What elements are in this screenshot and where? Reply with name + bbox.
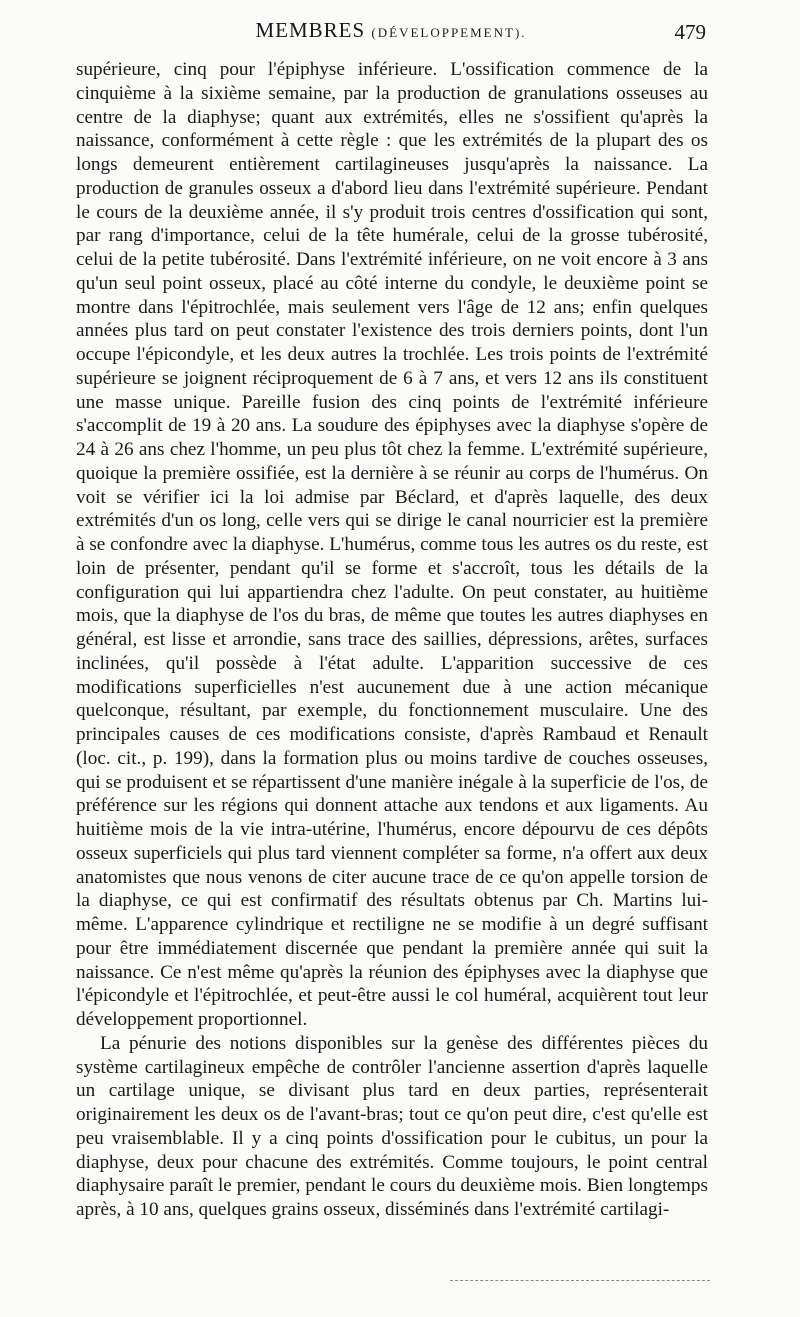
header-title: MEMBRES: [255, 18, 366, 42]
page-number: 479: [674, 20, 706, 44]
paragraph: supérieure, cinq pour l'épiphyse inférieure. L'ossification commence de la cinquième à la sixième semaine, par la production de granulations osseuses au centre de la diaphyse; quant aux extrémités, elles ne s'ossifient qu'après la naissance, conformément à cette règle : que les extrémités de la plupart des os longs demeurent entièrement cartilagineuses jusqu'après la naissance. La production de granules osseux a d'abord lieu dans l'extrémité supérieure. Pendant le cours de la deuxième année, il s'y produit trois centres d'ossification qui sont, par rang d'importance, celui de la tête humérale, celui de la grosse tubérosité, celui de la petite tubérosité. Dans l'extrémité inférieure, on ne voit encore à 3 ans qu'un seul point osseux, placé au côté interne du condyle, le deuxième point se montre dans l'épitrochlée, mais seulement vers l'âge de 12 ans; enfin quelques années plus tard on peut constater l'existence des trois derniers points, dont l'un occupe l'épicondyle, et les deux autres la trochlée. Les trois points de l'extrémité supérieure se joignent réciproquement de 6 à 7 ans, et vers 12 ans ils constituent une masse unique. Pareille fusion des cinq points de l'extrémité inférieure s'accomplit de 19 à 20 ans. La soudure des épiphyses avec la diaphyse s'opère de 24 à 26 ans chez l'homme, un peu plus tôt chez la femme. L'extrémité supérieure, quoique la première ossifiée, est la dernière à se réunir au corps de l'humérus. On voit se vérifier ici la loi admise par Béclard, et d'après laquelle, des deux extrémités d'un os long, celle vers qui se dirige le canal nourricier est la première à se confondre avec la diaphyse. L'humérus, comme tous les autres os du reste, est loin de présenter, pendant qu'il se forme et s'accroît, tous les détails de la configuration qui lui appartiendra chez l'adulte. On peut constater, au huitième mois, que la diaphyse de l'os du bras, de même que toutes les autres diaphyses en général, est lisse et arrondie, sans trace des saillies, dépressions, arêtes, surfaces inclinées, qu'il possède à l'état adulte. L'apparition successive de ces modifications superficielles n'est aucunement due à une action mécanique quelconque, résultant, par exemple, du fonctionnement musculaire. Une des principales causes de ces modifications consiste, d'après Rambaud et Renault (loc. cit., p. 199), dans la formation plus ou moins tardive de couches osseuses, qui se produisent et se répartissent d'une manière inégale à la superficie de l'os, de préférence sur les régions qui donnent attache aux tendons et aux ligaments. Au huitième mois de la vie intra-utérine, l'humérus, encore dépourvu de ces dépôts osseux superficiels qui plus tard viennent compléter sa forme, n'a offert aux deux anatomistes que nous venons de citer aucune trace de ce qu'on appelle torsion de la diaphyse, ce qui est confirmatif des résultats obtenus par Ch. Martins lui-même. L'apparence cylindrique et rectiligne ne se modifie à un degré suffisant pour être immédiatement discernée que pendant la première année qui suit la naissance. Ce n'est même qu'après la réunion des épiphyses avec la diaphyse que l'épicondyle et l'épitrochlée, et peut-être aussi le col huméral, acquièrent tout leur développement proportionnel.: [76, 59, 708, 1030]
body-text: [76, 58, 708, 1222]
footer-rule: [450, 1280, 710, 1281]
running-head: [76, 18, 706, 48]
header-subtitle: (DÉVELOPPEMENT).: [371, 25, 527, 40]
running-title: [76, 18, 706, 43]
paragraph: La pénurie des notions disponibles sur la genèse des différentes pièces du système cartilagineux empêche de contrôler l'ancienne assertion d'après laquelle un cartilage unique, se divisant plus tard en deux parties, représenterait originairement les deux os de l'avant-bras; tout ce qu'on peut dire, c'est qu'elle est peu vraisemblable. Il y a cinq points d'ossification pour le cubitus, un pour la diaphyse, deux pour chacune des extrémités. Comme toujours, le point central diaphysaire paraît le premier, pendant le cours du deuxième mois. Bien longtemps après, à 10 ans, quelques grains osseux, disséminés dans l'extrémité cartilagi-: [76, 1032, 708, 1220]
